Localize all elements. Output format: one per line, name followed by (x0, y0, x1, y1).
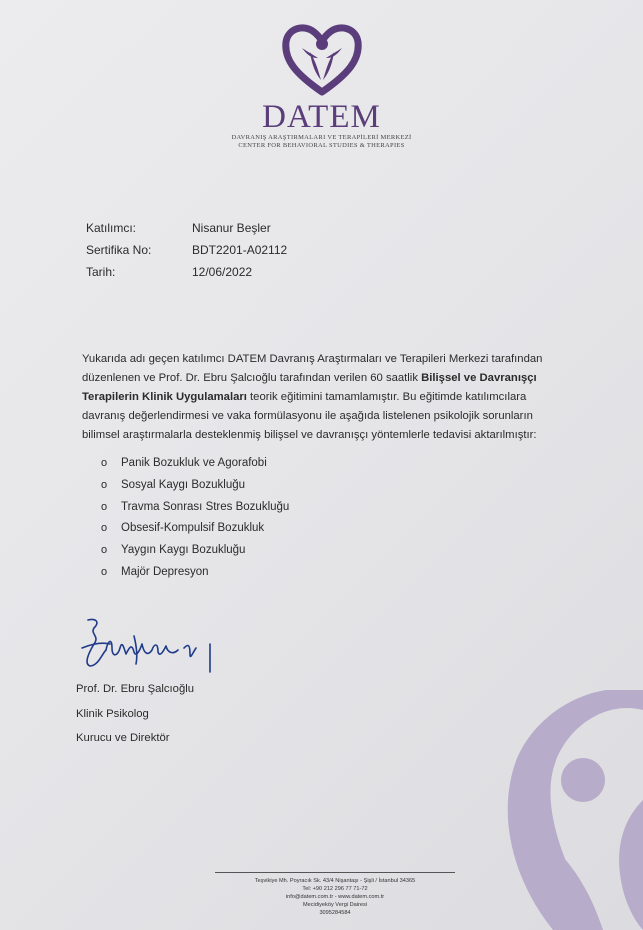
signer-role: Kurucu ve Direktör (76, 732, 170, 744)
footer-tax-office: Mecidiyeköy Vergi Dairesi (302, 902, 368, 908)
signature-icon (78, 614, 238, 678)
footer (215, 872, 455, 917)
bullet-icon: o (101, 500, 108, 513)
body-paragraph (82, 350, 552, 445)
participant-label: Katılımcı: (86, 221, 137, 235)
footer-web: info@datem.com.tr - www.datem.com.tr (285, 894, 385, 900)
body-text-1: Yukarıda adı geçen katılımcı DATEM Davranış Araştırmaları ve Terapileri Merkezi tarafından düzenlenen ve Prof. Dr. Ebru Şalcıoğlu tarafından verilen 60 saatlik (82, 353, 543, 384)
footer-tax-no: 3095284584 (319, 910, 351, 916)
certificate-row (86, 243, 386, 265)
footer-address: Teşvikiye Mh. Poyracık Sk. 43/4 Nişantaşı - Şişli / İstanbul 34365 (254, 878, 416, 884)
course-title: Bilişsel ve Davranışçı Terapilerin Klinik Uygulamaları (82, 372, 537, 403)
heart-figure-logo-icon (282, 22, 362, 96)
signer-title: Klinik Psikolog (76, 707, 149, 720)
certificate-label: Sertifika No: (86, 243, 152, 257)
signer-name: Prof. Dr. Ebru Şalcıoğlu (76, 683, 195, 695)
brand-subtitle-tr: DAVRANIŞ ARAŞTIRMALARI VE TERAPİLERİ MERKEZİ (231, 134, 412, 141)
certificate-value: BDT2201-A02112 (192, 243, 288, 257)
date-row (86, 265, 386, 287)
bullet-icon: o (101, 565, 108, 578)
bullet-icon: o (101, 457, 108, 469)
bullet-icon: o (101, 522, 108, 535)
participant-row (86, 221, 386, 243)
certificate-page: DATEM DAVRANIŞ ARAŞTIRMALARI VE TERAPİLERİ MERKEZİ CENTER FOR BEHAVIORAL STUDIES & THERAPIES Katılımcı: Nisanur Beşler Sertifika No: BDT2201-A02112 Tarih: 12/06/2022 Yukarıda adı geçen katılımcı DATEM Davranış Araştırmaları ve Terapileri Merkezi tarafından düzenlenen ve Prof. Dr. Ebru Şalcıoğlu tarafından verilen 60 saatlik Bilişsel ve Davranışçı Terapilerin Klinik Uygulamaları teorik eğitimini tamamlamıştır. Bu eğitimde katılımcılara davranış değerlendirmesi ve vaka formülasyonu ile aşağıda listelenen psikolojik sorunların bilimsel araştırmalarla desteklenmiş bilişsel ve davranışçı yöntemlerle tedavisi aktarılmıştır: o Panik Bozukluk ve Agorafobi o Sosyal Kaygı Bozukluğu o Travma Sonrası Stres Bozukluğu o Obsesif-Kompulsif Bozukluk o Yaygın Kaygı Bozukluğu o Majör Depresyon Prof. Dr. Ebru Şalcıoğlu Klinik Psikolog Kurucu ve Direktör Teşvikiye Mh. Poyracık Sk. 43/4 Nişantaşı - Şişli / İstanbul 34365 Tel: +90 212 296 77 71-72 info@datem.com.tr - www.datem.com.tr Mecidiyeköy Vergi Dairesi 3095284584 (0, 0, 643, 930)
bullet-icon: o (101, 544, 108, 557)
footer-phone: Tel: +90 212 296 77 71-72 (302, 886, 368, 892)
bullet-icon: o (101, 478, 108, 491)
date-value: 12/06/2022 (192, 265, 253, 279)
header (0, 22, 643, 150)
date-label: Tarih: (86, 265, 116, 279)
signer-block (76, 677, 194, 751)
body-text-2: teorik eğitimini tamamlamıştır. Bu eğitimde katılımcılara davranış değerlendirmesi ve vaka formülasyonu ile aşağıda listelenen psikolojik sorunların bilimsel araştırmalarla desteklenmiş bilişsel ve davranışçı yöntemlerle tedavisi aktarılmıştır: (82, 391, 537, 441)
brand-subtitle-en: CENTER FOR BEHAVIORAL STUDIES & THERAPIES (238, 142, 405, 149)
participant-value: Nisanur Beşler (192, 221, 271, 235)
certificate-meta (86, 221, 386, 287)
brand-name: DATEM (262, 99, 381, 135)
